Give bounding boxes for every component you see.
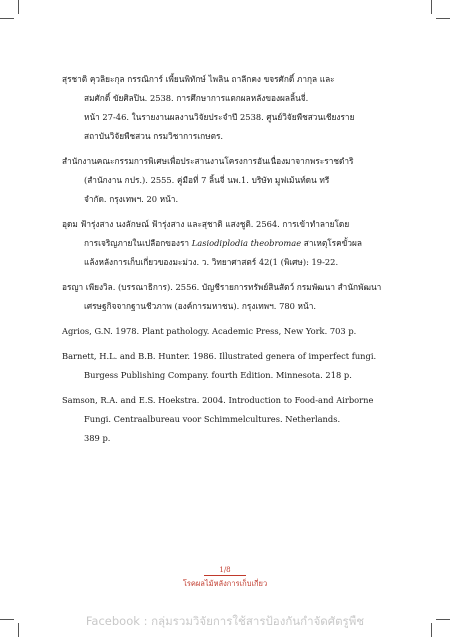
reference-text: อรญา เพียงวิล. (บรรณาธิการ). 2556. บัญชีรายการทรัพย์สินสัตว์ กรมพัฒนา สำนักพัฒนา (62, 282, 382, 292)
reference-list (62, 70, 384, 454)
reference-text: สำนักงานคณะกรรมการพิเศษเพื่อประสานงานโครงการอันเนื่องมาจากพระราชดำริ (62, 156, 354, 166)
page-number: 1/8 (219, 566, 231, 574)
reference-item (62, 322, 384, 341)
reference-text: อุดม ฟ้ารุ่งสาง นงลักษณ์ ฟ้ารุ่งสาง และสุชาติ แสงชูติ. 2564. การเข้าทำลายโดย (62, 219, 350, 229)
reference-text: สถาบันวิจัยพืชสวน กรมวิชาการเกษตร. (84, 131, 224, 141)
reference-text: Samson, R.A. and E.S. Hoekstra. 2004. Introduction to Food-and Airborne (62, 395, 374, 405)
footer-divider (204, 575, 246, 576)
running-footer-title: โรคผลไม้หลังการเก็บเกี่ยว (182, 579, 268, 588)
reference-text: สุรชาติ คุวลิยะกุล กรรณิการ์ เพี้ยนพิทักษ์ ไพลิน ถาลีกคง ขจรศักดิ์ ภากุล และ (62, 74, 335, 84)
reference-text: Agrios, G.N. 1978. Plant pathology. Academic Press, New York. 703 p. (62, 326, 357, 336)
reference-text: Burgess Publishing Company. fourth Edition. Minnesota. 218 p. (84, 370, 352, 380)
reference-item (62, 70, 384, 146)
reference-item (62, 347, 384, 385)
reference-text: 389 p. (84, 433, 111, 443)
reference-text: (สำนักงาน กปร.). 2555. คู่มือที่ 7 ลิ้นจี่ นพ.1. บริษัท มูฟเม้นท์ดน ทรี (84, 175, 330, 185)
crop-mark (436, 18, 450, 19)
species-name: Lasiodiplodia theobromae (191, 238, 302, 248)
crop-mark (431, 0, 432, 14)
watermark-text: Facebook : กลุ่มรวมวิจัยการใช้สารป้องกันกำจัดศัตรูพืช (85, 614, 365, 628)
reference-text: จำกัด. กรุงเทพฯ. 20 หน้า. (84, 194, 179, 204)
reference-text: หน้า 27-46. ในรายงานผลงานวิจัยประจำปี 2538. ศูนย์วิจัยพืชสวนเชียงราย (84, 112, 355, 122)
crop-mark (18, 0, 19, 14)
reference-text: สาเหตุโรคขั้วผล (301, 238, 362, 248)
reference-text: แล้งหลังการเก็บเกี่ยวของมะม่วง. ว. วิทยาศาสตร์ 42(1 (พิเศษ): 19-22. (84, 257, 339, 267)
reference-text: Fungi. Centraalbureau voor Schimmelcultures. Netherlands. (84, 414, 341, 424)
reference-item (62, 278, 384, 316)
reference-item (62, 391, 384, 448)
reference-text: เศรษฐกิจจากฐานชีวภาพ (องค์การมหาชน). กรุงเทพฯ. 780 หน้า. (84, 301, 316, 311)
reference-item (62, 152, 384, 209)
reference-text: สมศักดิ์ ขัยศิลปิน. 2538. การศึกษาการแตกผลหลังของผลลิ้นจี่. (84, 93, 309, 103)
reference-text: Barnett, H.L. and B.B. Hunter. 1986. Illustrated genera of imperfect fungi. (62, 351, 377, 361)
reference-text: การเจริญภายในเปลือกของรา (84, 238, 192, 248)
crop-mark (0, 18, 14, 19)
reference-item (62, 215, 384, 272)
